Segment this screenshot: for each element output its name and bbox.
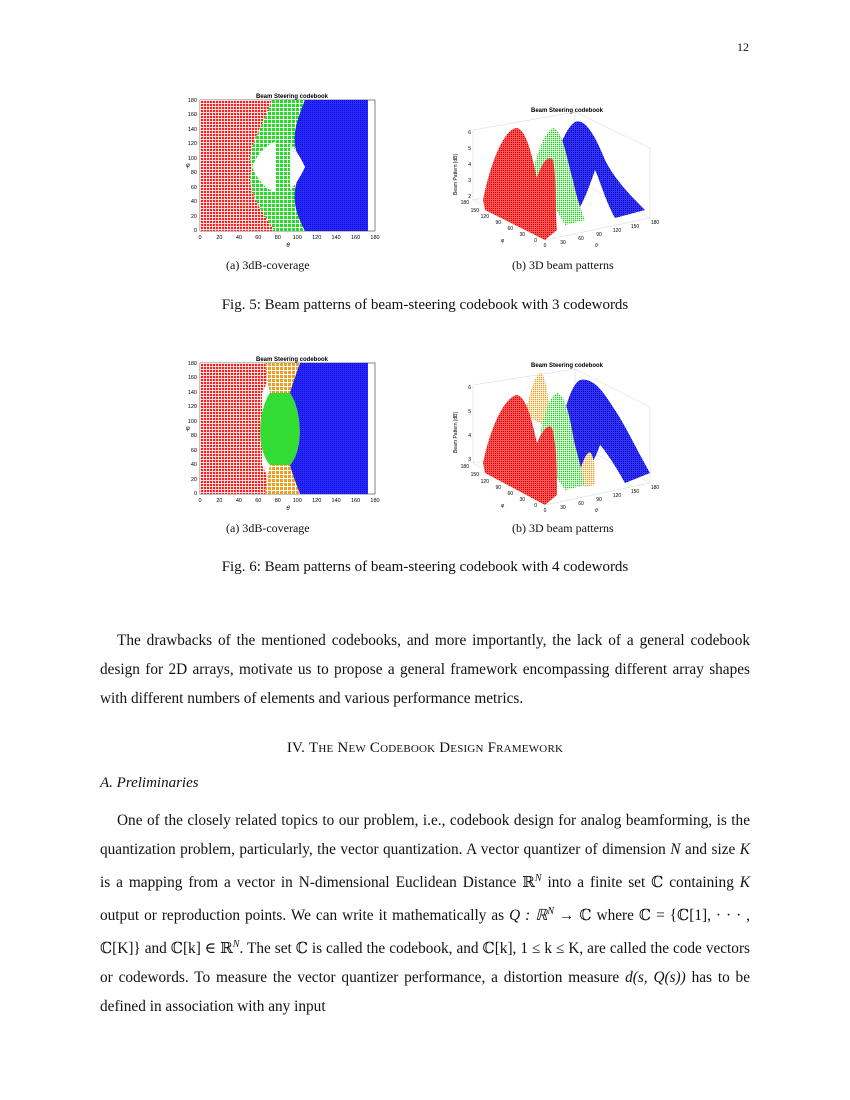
ytick: 20 — [190, 477, 197, 483]
ytick: 0 — [193, 491, 197, 497]
fig5-caption: Fig. 5: Beam patterns of beam-steering codebook with 3 codewords — [221, 297, 629, 313]
fig6-caption: Fig. 6: Beam patterns of beam-steering codebook with 4 codewords — [221, 559, 629, 575]
xtick: 120 — [312, 498, 322, 504]
ytick: 80 — [190, 433, 197, 439]
xtick: 0 — [198, 235, 202, 241]
xtick: 40 — [235, 235, 242, 241]
fig5b-zlabel: Beam Pattern [dB] — [453, 154, 459, 195]
xtick: 40 — [235, 498, 242, 504]
ytick: 140 — [187, 127, 197, 133]
ytick: 180 — [187, 98, 197, 104]
ytick: 90 — [495, 220, 501, 226]
fig5b-caption: (b) 3D beam patterns — [512, 258, 614, 272]
ztick: 2 — [468, 194, 471, 200]
fig5b-title: Beam Steering codebook — [530, 108, 604, 114]
fig6a-title: Beam Steering codebook — [255, 357, 329, 363]
xtick: 90 — [596, 497, 602, 503]
ytick: 80 — [190, 170, 197, 176]
region-red — [200, 363, 262, 494]
xtick: 60 — [255, 235, 262, 241]
ytick: 60 — [507, 226, 513, 232]
fig6a-xticks — [198, 498, 379, 504]
xtick: 20 — [216, 235, 223, 241]
ytick: 100 — [187, 419, 197, 425]
ytick: 160 — [187, 112, 197, 118]
fig6b-plot — [445, 355, 675, 515]
ytick: 60 — [190, 185, 197, 191]
xtick: 140 — [331, 235, 341, 241]
region-green — [260, 393, 300, 465]
ztick: 5 — [468, 146, 471, 152]
region-blue — [290, 363, 368, 494]
xtick: 30 — [560, 505, 566, 511]
xtick: 60 — [255, 498, 262, 504]
ytick: 120 — [187, 141, 197, 147]
section-title: The New Codebook Design Framework — [309, 740, 564, 756]
ytick: 40 — [190, 199, 197, 205]
fig5a-xticks — [198, 235, 379, 241]
ytick: 30 — [519, 497, 525, 503]
fig5a-caption: (a) 3dB-coverage — [226, 258, 310, 272]
xtick: 30 — [560, 240, 566, 246]
xtick: 100 — [292, 498, 302, 504]
fig6a-caption: (a) 3dB-coverage — [226, 521, 310, 535]
fig5a-plot — [180, 92, 390, 252]
paragraph-drawbacks — [100, 626, 750, 713]
xtick: 160 — [351, 498, 361, 504]
ytick: 30 — [519, 232, 525, 238]
fig6b-xticks — [544, 485, 660, 514]
fig5b-xticks — [544, 220, 660, 249]
region-blue — [294, 100, 368, 231]
paragraph-drawbacks-text: The drawbacks of the mentioned codebooks, and more importantly, the lack of a general codebook design for 2D arrays, motivate us to propose a general framework encompassing different array shapes with different numbers of elements and various performance metrics. — [100, 632, 750, 707]
fig5a-title: Beam Steering codebook — [255, 94, 329, 100]
xtick: 80 — [274, 235, 281, 241]
xtick: 120 — [612, 228, 622, 234]
xtick: 180 — [650, 485, 660, 491]
ytick: 90 — [495, 485, 501, 491]
fig5b-xlabel: θ — [595, 243, 598, 249]
xtick: 180 — [650, 220, 660, 226]
ztick: 3 — [468, 457, 471, 463]
xtick: 0 — [543, 508, 547, 514]
fig6b-title: Beam Steering codebook — [530, 363, 604, 369]
ztick: 6 — [468, 385, 471, 391]
xtick: 100 — [292, 235, 302, 241]
fig6a-plot — [180, 355, 390, 515]
ztick: 4 — [468, 162, 471, 168]
fig6a-ylabel: φ — [186, 426, 190, 432]
xtick: 20 — [216, 498, 223, 504]
fig6b-xlabel: θ — [595, 508, 598, 514]
section-heading — [0, 740, 850, 757]
ytick: 180 — [187, 361, 197, 367]
ytick: 60 — [507, 491, 513, 497]
xtick: 60 — [578, 236, 584, 242]
fig5b-ylabel: φ — [501, 238, 505, 244]
xtick: 180 — [370, 235, 380, 241]
ztick: 5 — [468, 409, 471, 415]
ytick: 20 — [190, 214, 197, 220]
xtick: 60 — [578, 501, 584, 507]
fig6b-caption: (b) 3D beam patterns — [512, 521, 614, 535]
xtick: 0 — [198, 498, 202, 504]
ztick: 3 — [468, 178, 471, 184]
fig6b-zlabel: Beam Pattern [dB] — [453, 412, 459, 453]
ztick: 6 — [468, 130, 471, 136]
xtick: 90 — [596, 232, 602, 238]
ytick: 0 — [534, 503, 537, 509]
ytick: 150 — [470, 208, 479, 214]
ytick: 160 — [187, 375, 197, 381]
paragraph-preliminaries: One of the closely related topics to our problem, i.e., codebook design for analog beamforming, is the quantization problem, particularly, the vector quantization. A vector quantizer of dimension N and size K is a mapping from a vector in N-dimensional Euclidean Distance ℝ$^N$ into a finite set ℂ containing K output or reproduction points. We can write it mathematically as Q : ℝ$^N$ → ℂ where ℂ = {ℂ[1], · · · , ℂ[K]} and ℂ[k] ∈ ℝ$^N$. The set ℂ is called the codebook, and ℂ[k], 1 ≤ k ≤ K, are called the code vectors or codewords. To measure the vector quantizer performance, a distortion measure d(s, Q(s)) has to be defined in association with any input — [100, 812, 750, 1016]
fig6a-axes — [200, 363, 375, 494]
xtick: 150 — [630, 224, 640, 230]
fig6b-ylabel: φ — [501, 503, 505, 509]
fig5a-xlabel: θ — [286, 243, 290, 249]
xtick: 120 — [612, 493, 622, 499]
fig5a-axes — [200, 100, 375, 231]
ytick: 120 — [480, 214, 489, 220]
xtick: 180 — [370, 498, 380, 504]
ytick: 0 — [534, 238, 537, 244]
xtick: 0 — [543, 243, 547, 249]
page-number: 12 — [737, 40, 749, 54]
fig5a-ylabel: φ — [186, 163, 190, 169]
ytick: 180 — [460, 464, 469, 470]
ytick: 100 — [187, 156, 197, 162]
xtick: 150 — [630, 489, 640, 495]
ytick: 140 — [187, 390, 197, 396]
fig5b-zticks — [468, 130, 471, 200]
xtick: 80 — [274, 498, 281, 504]
ytick: 120 — [480, 479, 489, 485]
fig6b-zticks — [468, 385, 471, 463]
ytick: 150 — [470, 472, 479, 478]
ytick: 40 — [190, 462, 197, 468]
xtick: 140 — [331, 498, 341, 504]
xtick: 160 — [351, 235, 361, 241]
ztick: 4 — [468, 433, 471, 439]
ytick: 180 — [460, 200, 469, 206]
ytick: 0 — [193, 228, 197, 234]
xtick: 120 — [312, 235, 322, 241]
section-number: IV. — [286, 740, 306, 756]
subsection-heading: A. Preliminaries — [100, 775, 199, 791]
fig5b-plot — [445, 100, 675, 250]
ytick: 120 — [187, 404, 197, 410]
ytick: 60 — [190, 448, 197, 454]
fig6a-xlabel: θ — [286, 506, 290, 512]
